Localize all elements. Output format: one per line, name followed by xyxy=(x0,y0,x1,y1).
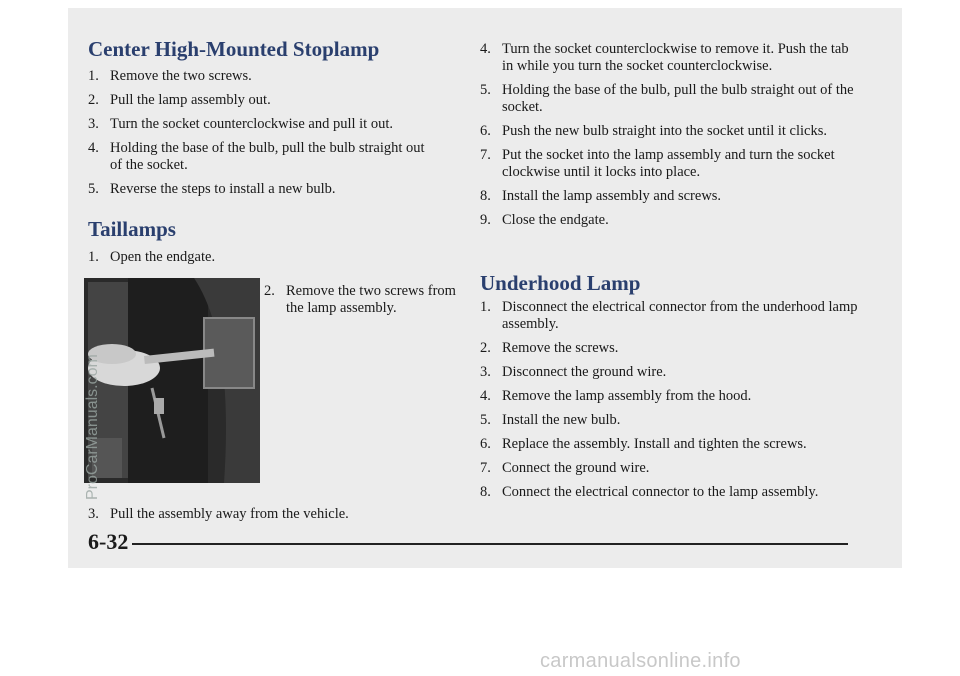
taillamps-step-2: 2. Remove the two screws from the lamp assembly. xyxy=(264,283,456,316)
bottom-watermark: carmanualsonline.info xyxy=(540,650,741,672)
list-item: 9. Close the endgate. xyxy=(480,212,609,228)
taillamp-photo xyxy=(84,278,260,483)
list-item: 1. Disconnect the electrical connector from the underhood lamp assembly. xyxy=(480,299,858,332)
taillamps-step-1: 1. Open the endgate. xyxy=(88,249,216,265)
list-item: 5. Reverse the steps to install a new bulb. xyxy=(88,181,336,197)
footer-rule xyxy=(132,543,848,545)
heading-underhood: Underhood Lamp xyxy=(480,271,641,295)
list-item: 4. Holding the base of the bulb, pull the bulb straight out of the socket. xyxy=(88,140,425,173)
stoplamp-steps xyxy=(88,68,458,205)
list-item: 7. Connect the ground wire. xyxy=(480,460,650,476)
heading-stoplamp: Center High-Mounted Stoplamp xyxy=(88,37,380,61)
list-item: 3. Disconnect the ground wire. xyxy=(480,364,667,380)
taillamps-steps-continued xyxy=(480,41,860,236)
list-item: 5. Holding the base of the bulb, pull the bulb straight out of the socket. xyxy=(480,82,854,115)
list-item: 8. Install the lamp assembly and screws. xyxy=(480,188,722,204)
list-item: 2. Remove the screws. xyxy=(480,340,619,356)
list-item: 6. Replace the assembly. Install and tighten the screws. xyxy=(480,436,807,452)
list-item: 6. Push the new bulb straight into the socket until it clicks. xyxy=(480,123,828,139)
list-item: 7. Put the socket into the lamp assembly and turn the socket clockwise until it locks into place. xyxy=(480,147,835,180)
side-watermark: ProCarManuals.com xyxy=(84,354,101,500)
list-item: 3. Turn the socket counterclockwise and pull it out. xyxy=(88,116,393,132)
taillamp-photo-art xyxy=(84,278,260,483)
list-item: 5. Install the new bulb. xyxy=(480,412,621,428)
taillamps-step-3: 3. Pull the assembly away from the vehicle. xyxy=(88,506,349,522)
page-number: 6-32 xyxy=(88,529,129,554)
list-item: 8. Connect the electrical connector to the lamp assembly. xyxy=(480,484,819,500)
list-item: 4. Remove the lamp assembly from the hood. xyxy=(480,388,752,404)
list-item: 1. Remove the two screws. xyxy=(88,68,252,84)
list-item: 4. Turn the socket counterclockwise to remove it. Push the tab in while you turn the socket counterclockwise. xyxy=(480,41,849,74)
heading-taillamps: Taillamps xyxy=(88,217,176,241)
list-item: 2. Pull the lamp assembly out. xyxy=(88,92,271,108)
underhood-steps xyxy=(480,299,860,508)
